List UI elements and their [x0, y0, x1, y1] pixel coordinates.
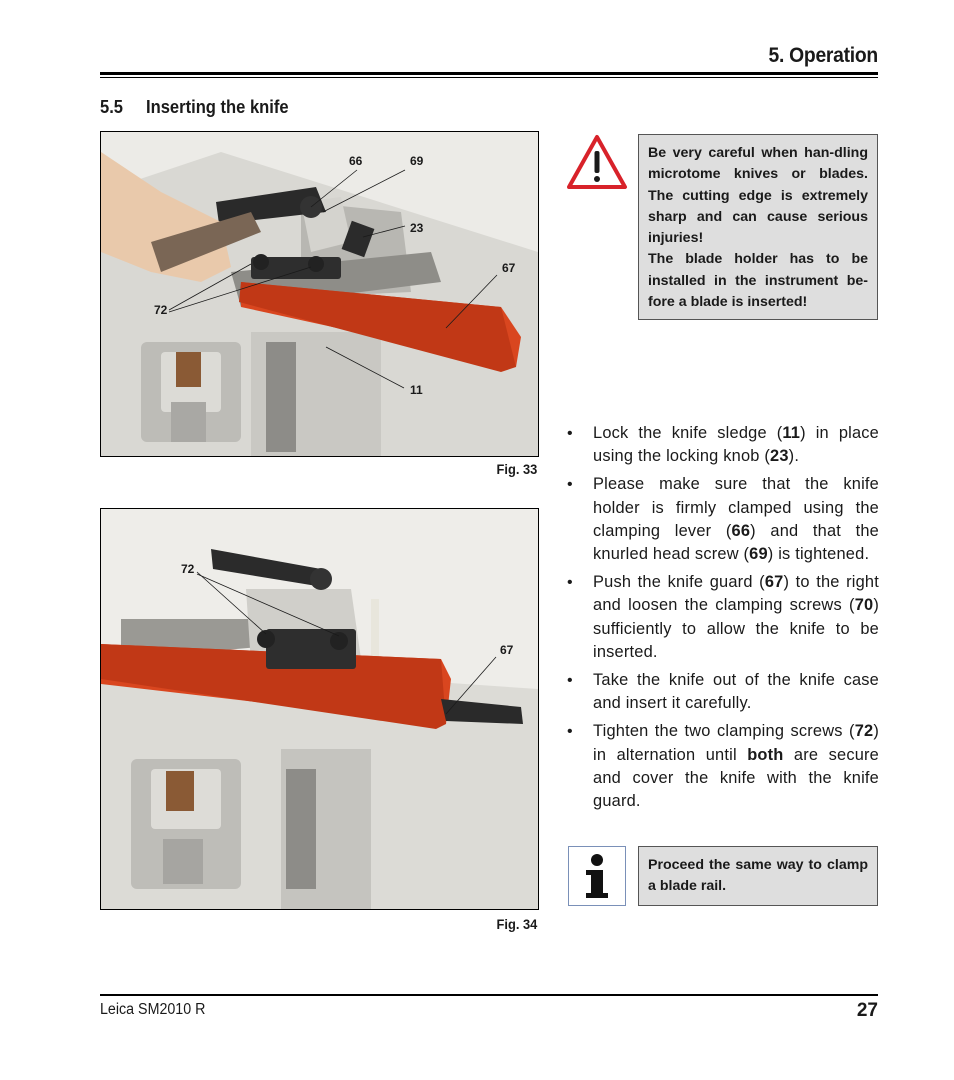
figure-34-photo — [100, 508, 539, 910]
callout-67: 67 — [502, 261, 516, 275]
header-rule-thin — [100, 77, 878, 78]
callout-69: 69 — [410, 154, 424, 168]
step-text: ) in place using the locking knob ( — [593, 424, 879, 466]
step-text: Tighten the two clamping screws ( — [593, 722, 855, 741]
instruction-step — [566, 669, 879, 715]
step-text: ) in alternation until — [593, 722, 879, 764]
step-text: Push the knife guard ( — [593, 573, 765, 592]
step-reference: 69 — [749, 545, 768, 564]
step-reference: 72 — [854, 722, 874, 741]
chapter-title: 5. Operation — [768, 44, 878, 67]
step-text: are secure and cover the knife with the knife guard. — [593, 745, 879, 811]
instruction-step — [566, 720, 879, 813]
callout-72: 72 — [181, 562, 195, 576]
callout-72: 72 — [154, 303, 168, 317]
figure-33-caption: Fig. 33 — [496, 461, 537, 477]
instruction-step — [566, 571, 879, 664]
figure-34-caption: Fig. 34 — [496, 916, 537, 932]
section-number: 5.5 — [100, 97, 124, 117]
step-text: ) and that the knurled head screw ( — [593, 521, 879, 564]
step-reference: 66 — [731, 521, 751, 540]
step-reference: 67 — [764, 573, 784, 592]
callout-11: 11 — [410, 383, 423, 397]
callout-66: 66 — [349, 154, 363, 168]
step-text: ) sufficiently to allow the knife to be inserted. — [593, 596, 879, 661]
section-title: Inserting the knife — [146, 97, 289, 117]
instruction-step — [566, 422, 879, 468]
section-heading — [100, 97, 289, 118]
callout-67: 67 — [500, 643, 514, 657]
figure-33-photo — [100, 131, 539, 457]
info-note: Proceed the same way to clamp a blade rail. — [638, 846, 878, 906]
step-text: Please make sure that the knife holder is firmly clamped using the clamping lever ( — [593, 475, 879, 540]
step-text: ). — [788, 447, 800, 466]
warning-triangle-icon — [566, 134, 628, 190]
instruction-list — [566, 422, 879, 818]
step-text: ) is tightened. — [767, 545, 870, 564]
warning-text-2: The blade holder has to be installed in the instrument be-fore a blade is inserted! — [648, 251, 868, 311]
page-number: 27 — [856, 1000, 878, 1021]
step-text: Lock the knife sledge ( — [593, 424, 783, 442]
header-rule — [100, 72, 878, 75]
step-reference: 11 — [782, 424, 801, 442]
instruction-step — [566, 473, 879, 566]
step-reference: both — [747, 745, 784, 764]
warning-text-1: Be very careful when han-dling microtome knives or blades. The cutting edge is extremely sharp and can cause serious injuries! — [648, 145, 868, 247]
step-reference: 70 — [854, 596, 874, 615]
step-text: ) to the right and loosen the clamping screws ( — [593, 573, 879, 615]
product-name: Leica SM2010 R — [100, 1001, 206, 1018]
warning-note — [638, 134, 878, 320]
footer-rule — [100, 994, 878, 996]
step-text: Take the knife out of the knife case and insert it carefully. — [593, 671, 879, 713]
step-reference: 23 — [770, 447, 789, 466]
info-icon — [568, 846, 626, 906]
callout-23: 23 — [410, 221, 424, 235]
